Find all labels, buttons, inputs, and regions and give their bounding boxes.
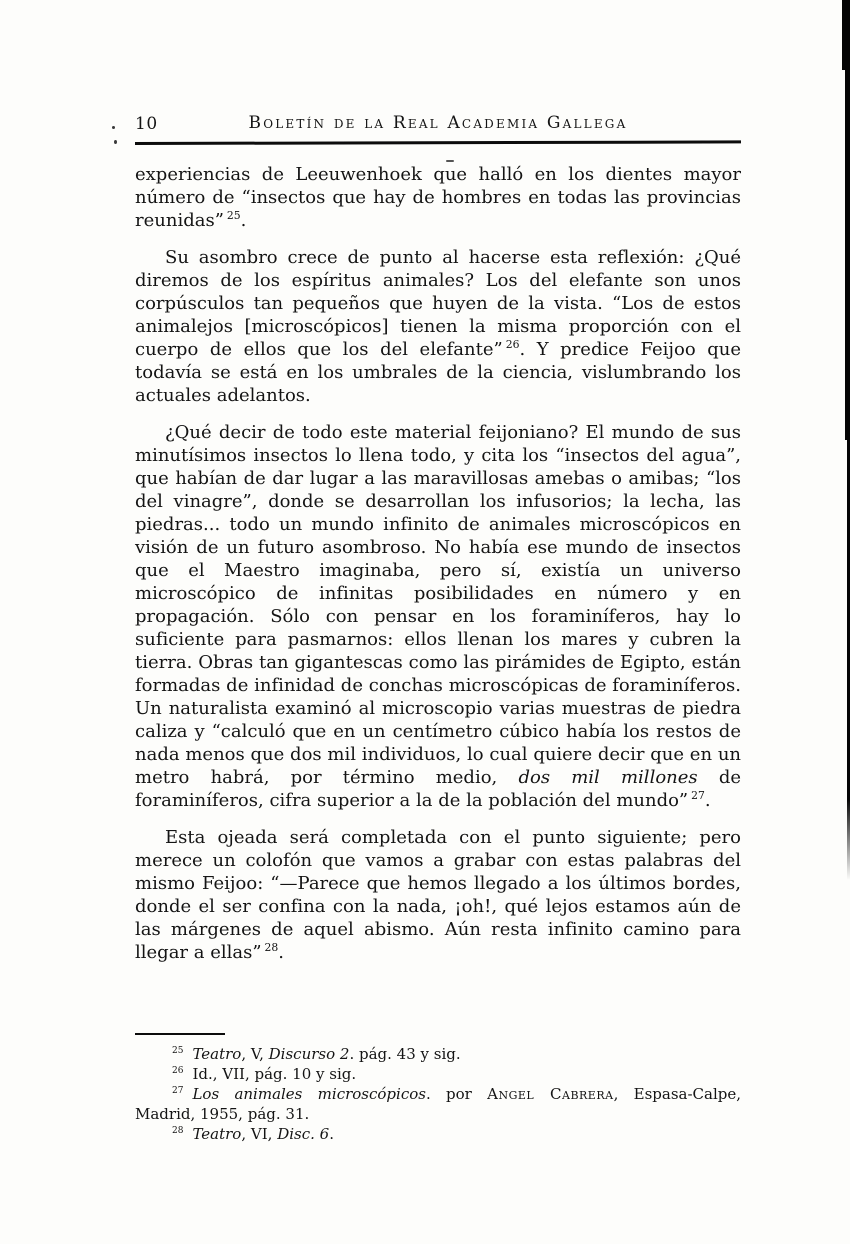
text-segment: , VI, (241, 1125, 278, 1143)
text-segment: . (240, 210, 247, 231)
scan-noise (112, 126, 115, 129)
paragraph (135, 421, 741, 812)
footnote-marker: 28 (172, 1126, 184, 1136)
page-number: 10 (135, 114, 158, 134)
footnote-reference: 28 (264, 941, 279, 954)
paragraph (135, 163, 741, 232)
footnote (135, 1044, 741, 1064)
text-segment: . pág. 43 y sig. (349, 1045, 461, 1063)
scan-edge-shadow (845, 0, 850, 440)
smallcaps-text: Angel Cabrera (487, 1085, 614, 1103)
italic-text: dos mil millones (518, 767, 698, 788)
footnote-marker: 26 (172, 1066, 184, 1076)
footnote-marker: 27 (172, 1086, 184, 1096)
footnote-rule (135, 1033, 225, 1035)
text-segment: , Espasa-Calpe, Madrid, 1955, pág. 31. (135, 1085, 741, 1123)
footnote-section (135, 1033, 741, 1144)
footnote (135, 1084, 741, 1124)
text-segment: experiencias de Leeuwenhoek que halló en los dientes mayor número de “insectos que hay de hombres en todas las provincias reunidas” (135, 164, 741, 231)
body-text (135, 163, 741, 964)
footnote-reference: 26 (505, 338, 520, 351)
footnote (135, 1124, 741, 1144)
text-segment: , V, (241, 1045, 269, 1063)
text-segment: de foraminíferos, cifra superior a la de la población del mundo” (135, 767, 741, 811)
italic-text: Disc. 6 (277, 1125, 330, 1143)
paragraph (135, 826, 741, 964)
footnote-reference: 27 (691, 789, 705, 802)
italic-text: Los animales microscópicos (192, 1085, 426, 1103)
italic-text: Teatro (192, 1045, 242, 1063)
text-segment: Su asombro crece de punto al hacerse esta reflexión: ¿Qué diremos de los espíritus animales? Los del elefante son unos corpúsculos tan pequeños que huyen de la vista. “Los de estos animalejos [microscópicos] tienen la misma proporción con el cuerpo de ellos que los del elefante” (135, 247, 741, 360)
scan-noise (114, 140, 117, 144)
text-segment: . por (425, 1085, 488, 1103)
page-header (135, 112, 741, 138)
paragraph (135, 246, 741, 407)
italic-text: Teatro (192, 1125, 242, 1143)
footnote (135, 1064, 741, 1084)
footnote-marker: 25 (172, 1046, 184, 1056)
journal-title: Boletín de la Real Academia Gallega (248, 113, 628, 133)
text-segment: . Y predice Feijoo que todavía se está en los umbrales de la ciencia, vislumbrando los actuales adelantos. (135, 339, 741, 406)
text-segment: ¿Qué decir de todo este material feijoniano? El mundo de sus minutísimos insectos lo llena todo, y cita los “insectos del agua”, que habían de dar lugar a las maravillosas amebas o amibas; “los del vinagre”, donde se desarrollan los infusorios; la lecha, las piedras... todo un mundo infinito de animales microscópicos en visión de un futuro asombroso. No había ese mundo de insectos que el Maestro imaginaba, pero sí, existía un universo microscópico de infinitas posibilidades en número y en propagación. Sólo con pensar en los foraminíferos, hay lo suficiente para pasmarnos: ellos llenan los mares y cubren la tierra. Obras tan gigantescas como las pirámides de Egipto, están formadas de infinidad de conchas microscópicas de foraminíferos. Un naturalista examinó al microscopio varias muestras de piedra caliza y “calculó que en un centímetro cúbico había los restos de nada menos que dos mil individuos, lo cual quiere decir que en un metro habrá, por término medio, (135, 422, 741, 788)
footnotes (135, 1044, 741, 1144)
italic-text: Discurso 2 (268, 1045, 350, 1063)
header-rule (135, 140, 741, 145)
footnote-reference: 25 (226, 209, 241, 222)
text-segment: . (278, 942, 285, 963)
text-segment: . (704, 790, 711, 811)
text-segment: Id., VII, pág. 10 y sig. (192, 1065, 357, 1083)
text-segment: . (329, 1125, 334, 1143)
text-segment: Esta ojeada será completada con el punto siguiente; pero merece un colofón que vamos a grabar con estas palabras del mismo Feijoo: “—Parece que hemos llegado a los últimos bordes, donde el ser confina con la nada, ¡oh!, qué lejos estamos aún de las márgenes de aquel abismo. Aún resta infinito camino para llegar a ellas” (135, 827, 741, 963)
text-block (135, 112, 741, 978)
